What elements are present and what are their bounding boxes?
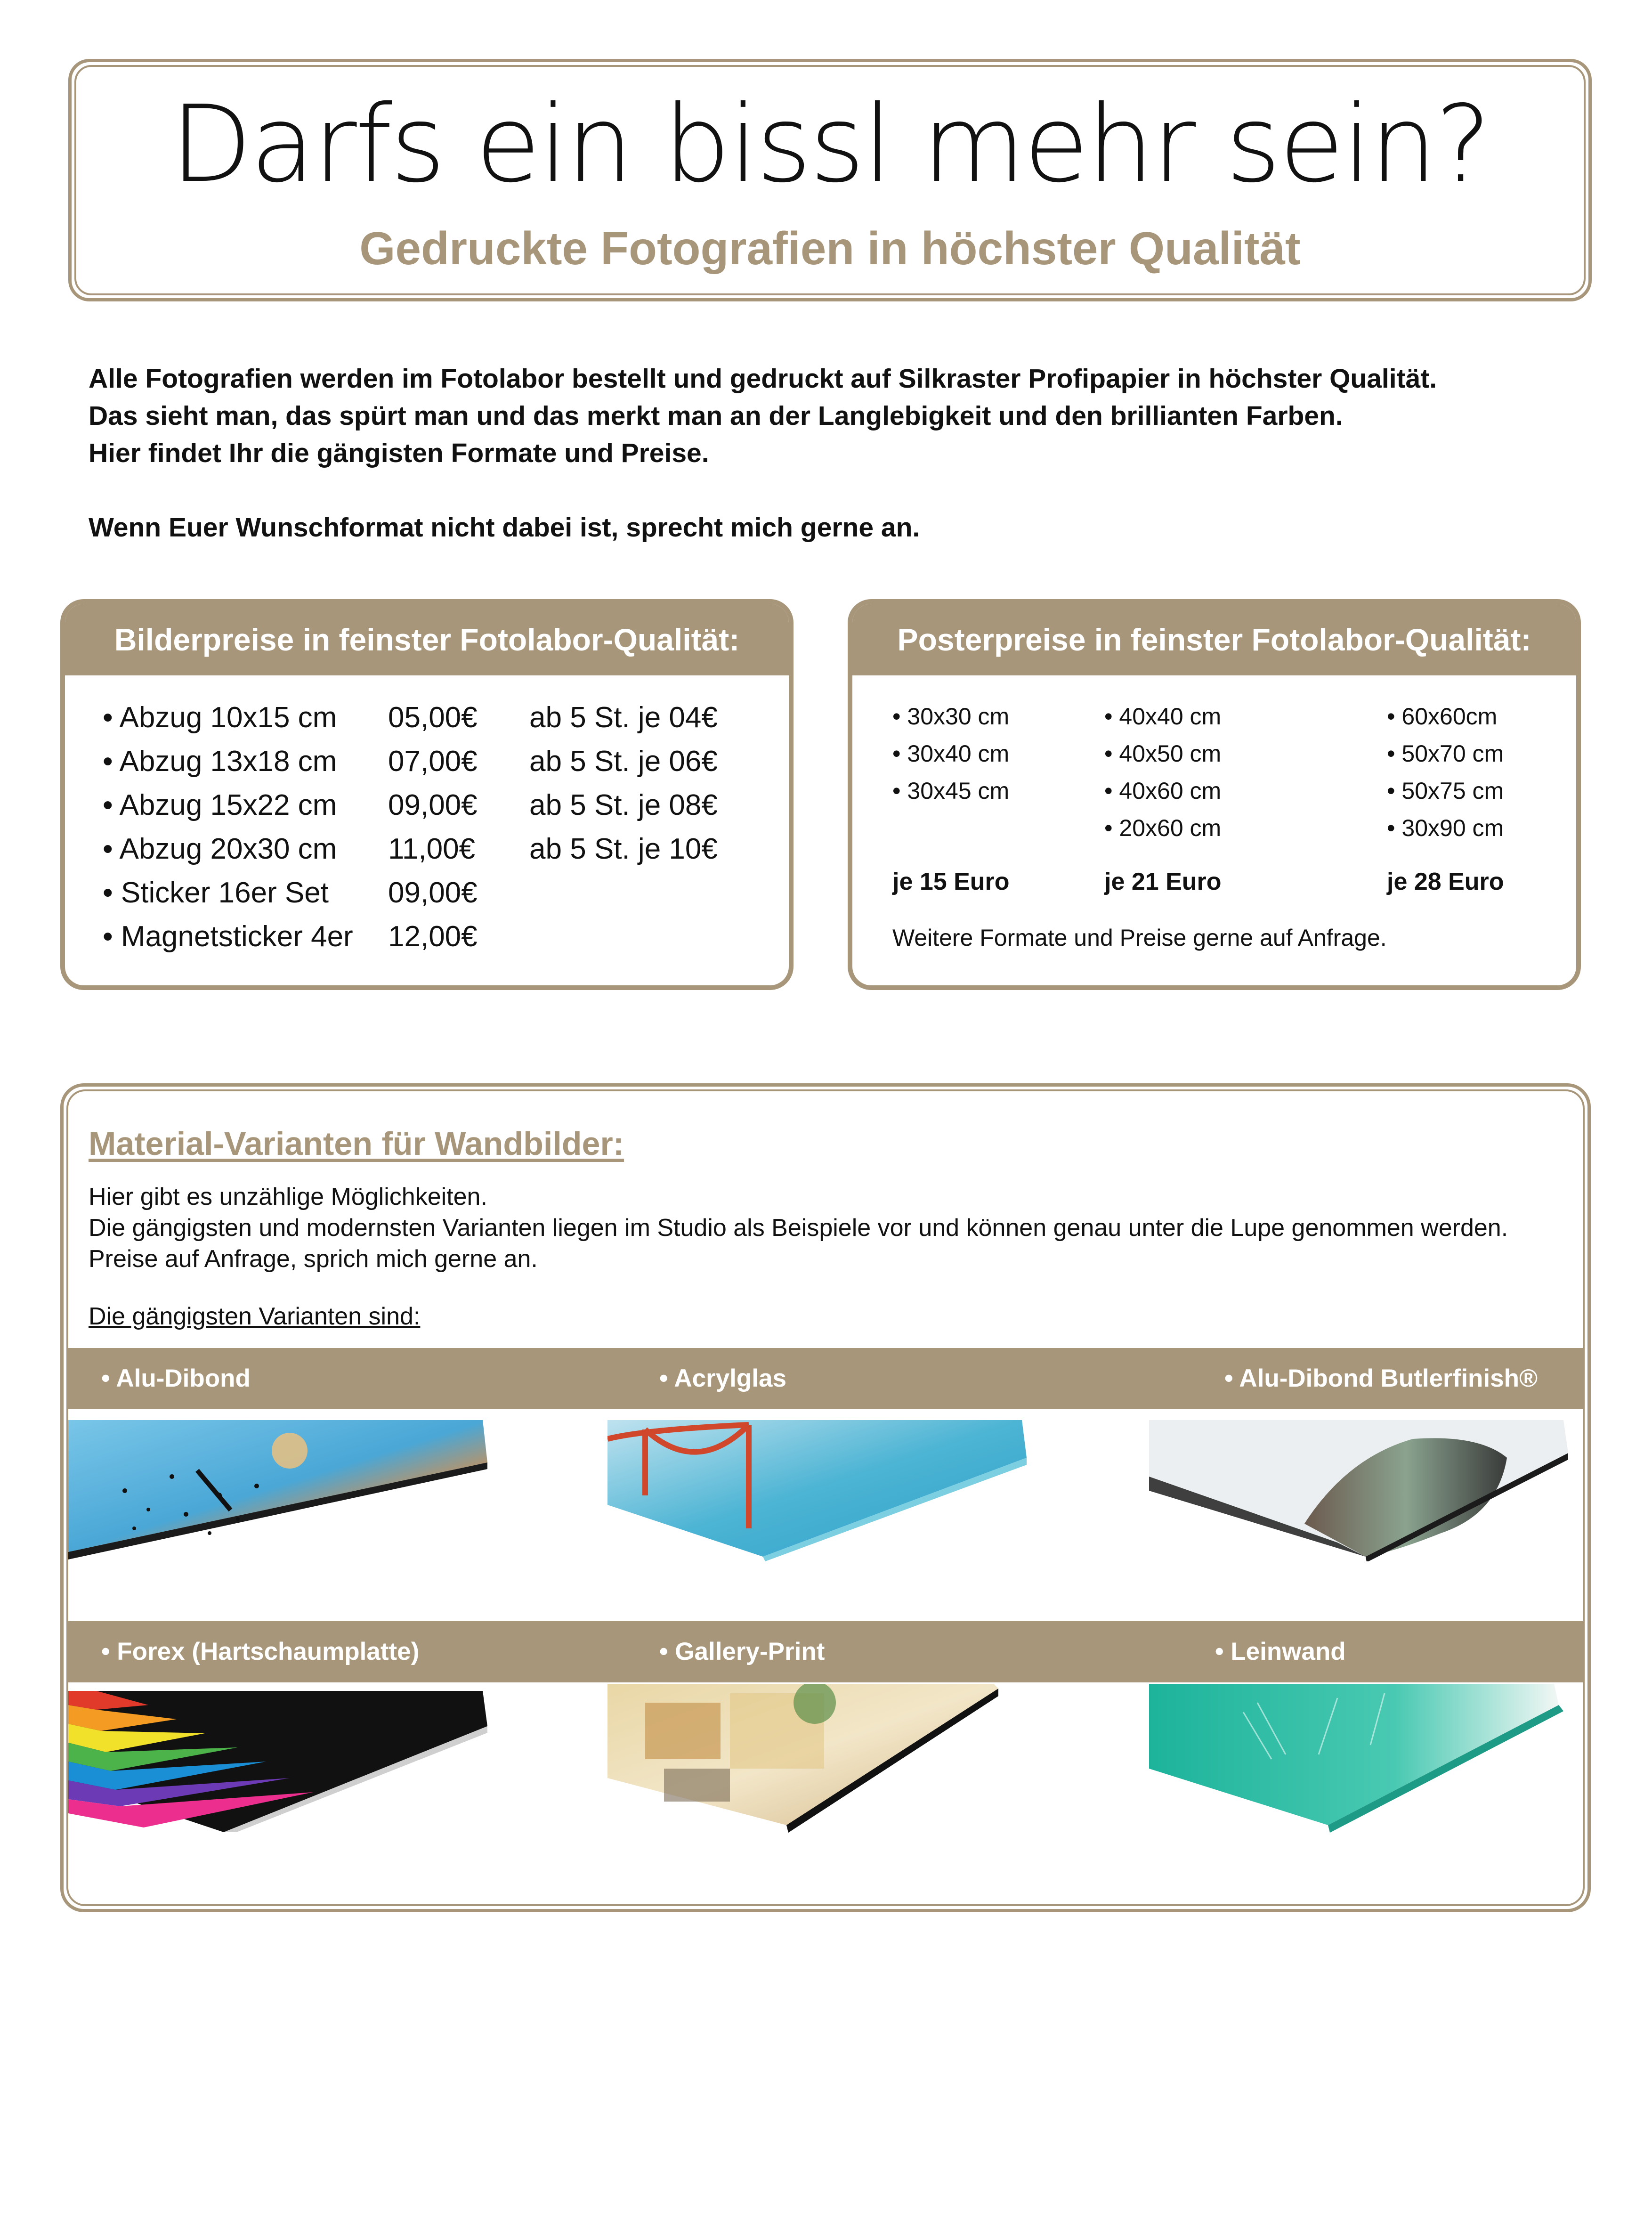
bilder-item-name: • Abzug 20x30 cm — [103, 833, 337, 865]
poster-size: • 40x50 cm — [1104, 740, 1222, 767]
bilder-item-name: • Abzug 10x15 cm — [103, 701, 337, 734]
bilder-item-bulk: ab 5 St. je 04€ — [529, 701, 718, 734]
material-line: Die gängigsten und modernsten Varianten liegen im Studio als Beispiele vor und können genau unter die Lupe genommen werden. — [89, 1214, 1508, 1242]
bilder-item-name: • Abzug 15x22 cm — [103, 789, 337, 821]
bilder-item-price: 11,00€ — [388, 833, 476, 865]
material-description — [89, 1181, 1508, 1275]
intro-line: Hier findet Ihr die gängisten Formate und Preise. — [89, 438, 709, 468]
intro-text — [89, 360, 1595, 546]
bilder-bulk-column — [529, 696, 718, 871]
poster-size: • 30x40 cm — [892, 740, 1010, 767]
bilder-price-column — [388, 696, 478, 958]
bilder-item-bulk: ab 5 St. je 10€ — [529, 833, 718, 865]
intro-line: Alle Fotografien werden im Fotolabor bestellt und gedruckt auf Silkraster Profipapier in höchster Qualität. — [89, 364, 1437, 394]
poster-size: • 60x60cm — [1387, 703, 1498, 730]
page-subtitle: Gedruckte Fotografien in höchster Qualität — [359, 222, 1301, 274]
bilder-item-price: 05,00€ — [388, 701, 478, 734]
bilder-name-column — [103, 696, 353, 958]
bilder-item-bulk: ab 5 St. je 06€ — [529, 745, 718, 778]
bilder-price-heading: Bilderpreise in feinster Fotolabor-Qualität: — [65, 604, 789, 675]
poster-size: • 30x30 cm — [892, 703, 1010, 730]
variant-label: • Forex (Hartschaumplatte) — [101, 1638, 420, 1665]
material-line: Preise auf Anfrage, sprich mich gerne an. — [89, 1245, 538, 1273]
poster-size: • 40x60 cm — [1104, 778, 1222, 804]
bilder-item-name: • Magnetsticker 4er — [103, 920, 353, 953]
intro-line: Das sieht man, das spürt man und das merkt man an der Langlebigkeit und den brillianten Farben. — [89, 401, 1343, 431]
variant-label: • Acrylglas — [659, 1364, 786, 1392]
material-title: Material-Varianten für Wandbilder: — [89, 1125, 624, 1162]
bilder-item-price: 09,00€ — [388, 789, 478, 821]
acrylglas-image — [607, 1420, 1031, 1561]
bilder-item-price: 07,00€ — [388, 745, 478, 778]
leinwand-image — [1149, 1684, 1573, 1835]
variant-label: • Alu-Dibond Butlerfinish® — [1224, 1364, 1538, 1392]
poster-column-price: je 28 Euro — [1387, 868, 1504, 895]
poster-column-price: je 21 Euro — [1104, 868, 1222, 895]
variant-label: • Alu-Dibond — [101, 1364, 251, 1392]
material-line: Hier gibt es unzählige Möglichkeiten. — [89, 1183, 487, 1210]
poster-column-price: je 15 Euro — [892, 868, 1010, 895]
variant-band — [68, 1621, 1584, 1682]
alu-dibond-image — [68, 1420, 492, 1561]
page-title: Darfs ein bissl mehr sein? — [170, 83, 1490, 206]
alu-dibond-butlerfinish-image — [1149, 1420, 1573, 1561]
bilder-item-name: • Abzug 13x18 cm — [103, 745, 337, 778]
poster-price-heading: Posterpreise in feinster Fotolabor-Qualität: — [852, 604, 1576, 675]
variant-label: • Gallery-Print — [659, 1638, 825, 1665]
bilder-item-price: 12,00€ — [388, 920, 478, 953]
poster-note: Weitere Formate und Preise gerne auf Anfrage. — [892, 925, 1387, 951]
bilder-item-name: • Sticker 16er Set — [103, 877, 329, 909]
poster-size: • 30x45 cm — [892, 778, 1010, 804]
variant-label: • Leinwand — [1215, 1638, 1346, 1665]
forex-image — [68, 1691, 492, 1832]
intro-line: Wenn Euer Wunschformat nicht dabei ist, sprecht mich gerne an. — [89, 512, 920, 543]
poster-column — [892, 698, 1009, 810]
gallery-print-image — [607, 1684, 1031, 1835]
material-subheading: Die gängigsten Varianten sind: — [89, 1303, 421, 1330]
poster-column — [1104, 698, 1221, 847]
poster-column — [1387, 698, 1504, 847]
poster-price-box — [848, 599, 1581, 990]
variant-band — [68, 1348, 1584, 1409]
bilder-item-bulk: ab 5 St. je 08€ — [529, 789, 718, 821]
poster-size: • 40x40 cm — [1104, 703, 1222, 730]
poster-size: • 20x60 cm — [1104, 815, 1222, 841]
poster-size: • 50x70 cm — [1387, 740, 1504, 767]
poster-size: • 30x90 cm — [1387, 815, 1504, 841]
bilder-item-price: 09,00€ — [388, 877, 478, 909]
bilder-price-box — [60, 599, 794, 990]
poster-size: • 50x75 cm — [1387, 778, 1504, 804]
